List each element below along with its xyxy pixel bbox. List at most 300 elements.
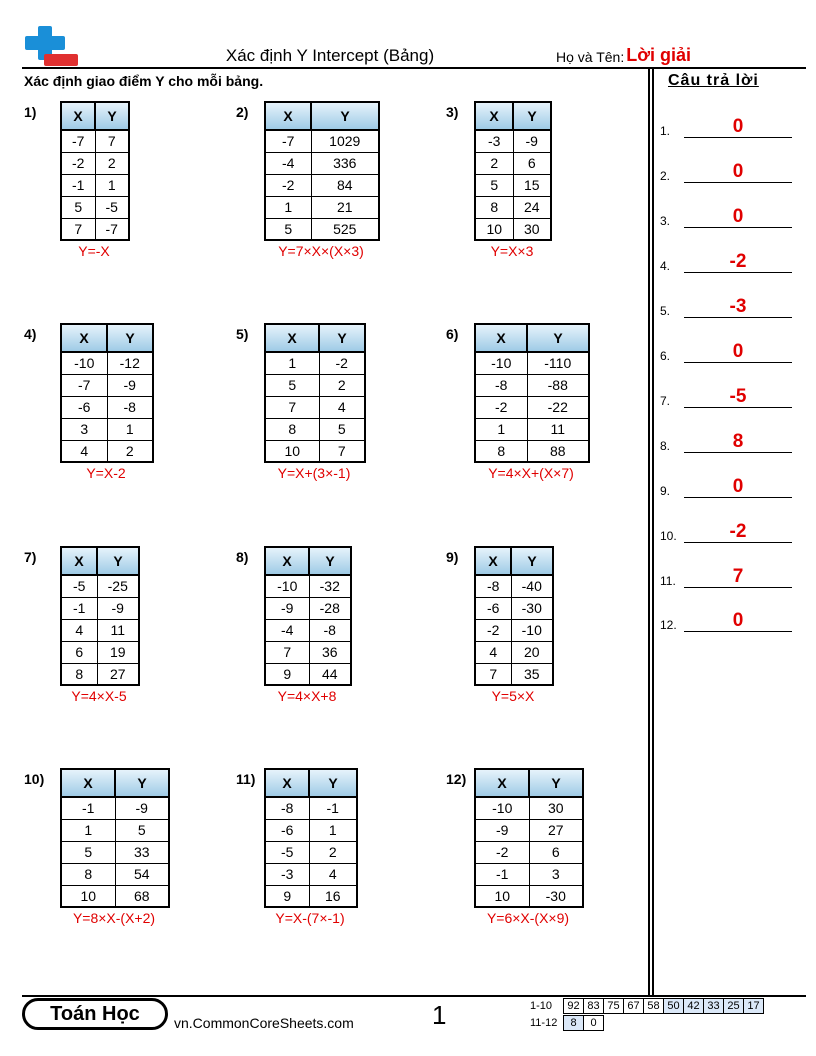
score-cell: 25 bbox=[723, 998, 744, 1014]
table-row bbox=[61, 597, 139, 619]
table-row bbox=[475, 619, 553, 641]
score-cell: 0 bbox=[583, 1015, 604, 1031]
score-cell: 83 bbox=[583, 998, 604, 1014]
y-cell: -40 bbox=[511, 575, 553, 597]
y-cell: 4 bbox=[309, 863, 357, 885]
table-row bbox=[475, 374, 589, 396]
problem-number: 9) bbox=[446, 549, 459, 565]
answer-value: -2 bbox=[729, 251, 747, 272]
column-header: Y bbox=[115, 769, 169, 797]
y-cell: 35 bbox=[511, 663, 553, 685]
answer-row bbox=[660, 116, 792, 140]
answer-number: 3. bbox=[660, 214, 671, 228]
answer-value: 0 bbox=[732, 161, 744, 182]
y-cell: 36 bbox=[309, 641, 351, 663]
column-header: X bbox=[61, 102, 95, 130]
x-cell: 10 bbox=[265, 440, 319, 462]
y-cell: -28 bbox=[309, 597, 351, 619]
table-row bbox=[61, 641, 139, 663]
answer-row bbox=[660, 431, 792, 455]
score-cell: 8 bbox=[563, 1015, 584, 1031]
problem-7 bbox=[24, 549, 158, 709]
answer-number: 1. bbox=[660, 124, 671, 138]
x-cell: -1 bbox=[61, 797, 115, 819]
table-row bbox=[61, 619, 139, 641]
y-cell: -30 bbox=[529, 885, 583, 907]
table-row bbox=[265, 641, 351, 663]
column-header: Y bbox=[95, 102, 129, 130]
score-range-label: 11-12 bbox=[530, 1017, 558, 1029]
formula-answer: Y=6×X-(X×9) bbox=[486, 910, 570, 926]
problem-number: 8) bbox=[236, 549, 249, 565]
table-row bbox=[475, 440, 589, 462]
y-cell: -9 bbox=[115, 797, 169, 819]
problem-number: 2) bbox=[236, 104, 249, 120]
table-row bbox=[475, 863, 583, 885]
y-cell: 24 bbox=[513, 196, 551, 218]
problem-5 bbox=[236, 326, 384, 486]
y-cell: -88 bbox=[527, 374, 589, 396]
x-cell: 7 bbox=[265, 396, 319, 418]
column-header: X bbox=[265, 547, 309, 575]
table-row bbox=[61, 575, 139, 597]
x-cell: -4 bbox=[265, 619, 309, 641]
y-cell: 1 bbox=[95, 174, 129, 196]
y-cell: -25 bbox=[97, 575, 139, 597]
table-row bbox=[61, 663, 139, 685]
answer-row bbox=[660, 296, 792, 320]
answer-value: -3 bbox=[729, 296, 747, 317]
x-cell: -10 bbox=[475, 352, 527, 374]
table-row bbox=[61, 352, 153, 374]
x-cell: -8 bbox=[265, 797, 309, 819]
table-row bbox=[475, 396, 589, 418]
y-cell: 30 bbox=[513, 218, 551, 240]
answer-column-divider bbox=[648, 68, 650, 996]
y-cell: 11 bbox=[527, 418, 589, 440]
answer-number: 12. bbox=[660, 618, 677, 632]
problem-8 bbox=[236, 549, 370, 709]
formula-answer: Y=4×X+8 bbox=[277, 688, 337, 704]
x-cell: 8 bbox=[61, 663, 97, 685]
header-divider bbox=[22, 67, 806, 69]
table-row bbox=[61, 440, 153, 462]
table-row bbox=[475, 418, 589, 440]
x-cell: 2 bbox=[475, 152, 513, 174]
table-row bbox=[475, 130, 551, 152]
table-row bbox=[265, 130, 379, 152]
problem-number: 11) bbox=[236, 771, 256, 787]
problem-number: 7) bbox=[24, 549, 37, 565]
answer-number: 2. bbox=[660, 169, 671, 183]
x-cell: -3 bbox=[475, 130, 513, 152]
problem-11 bbox=[236, 771, 376, 931]
footer-divider bbox=[22, 995, 806, 997]
xy-table bbox=[264, 546, 352, 686]
table-row bbox=[61, 196, 129, 218]
table-row bbox=[61, 819, 169, 841]
x-cell: -9 bbox=[265, 597, 309, 619]
x-cell: -1 bbox=[475, 863, 529, 885]
x-cell: -6 bbox=[475, 597, 511, 619]
y-cell: -9 bbox=[513, 130, 551, 152]
table-row bbox=[265, 841, 357, 863]
y-cell: 4 bbox=[319, 396, 365, 418]
x-cell: -5 bbox=[265, 841, 309, 863]
table-row bbox=[265, 863, 357, 885]
column-header: X bbox=[475, 547, 511, 575]
y-cell: 33 bbox=[115, 841, 169, 863]
y-cell: 1 bbox=[309, 819, 357, 841]
y-cell: 1 bbox=[107, 418, 153, 440]
x-cell: 1 bbox=[265, 196, 311, 218]
y-cell: 27 bbox=[97, 663, 139, 685]
y-cell: 525 bbox=[311, 218, 379, 240]
y-cell: 20 bbox=[511, 641, 553, 663]
x-cell: -10 bbox=[61, 352, 107, 374]
column-header: X bbox=[61, 547, 97, 575]
name-answer: Lời giải bbox=[626, 45, 692, 65]
column-header: X bbox=[265, 324, 319, 352]
answer-value: 0 bbox=[732, 610, 744, 631]
answer-number: 8. bbox=[660, 439, 671, 453]
answer-number: 4. bbox=[660, 259, 671, 273]
x-cell: 5 bbox=[265, 374, 319, 396]
x-cell: 4 bbox=[61, 619, 97, 641]
page-title: Xác định Y Intercept (Bảng) bbox=[225, 46, 435, 65]
answer-value: 7 bbox=[732, 566, 744, 587]
column-header: Y bbox=[527, 324, 589, 352]
table-row bbox=[61, 797, 169, 819]
table-row bbox=[265, 885, 357, 907]
y-cell: 5 bbox=[319, 418, 365, 440]
score-row bbox=[530, 998, 764, 1014]
score-cell: 75 bbox=[603, 998, 624, 1014]
y-cell: -2 bbox=[319, 352, 365, 374]
score-cell: 58 bbox=[643, 998, 664, 1014]
score-cell: 33 bbox=[703, 998, 724, 1014]
table-row bbox=[61, 218, 129, 240]
x-cell: 5 bbox=[61, 841, 115, 863]
x-cell: -3 bbox=[265, 863, 309, 885]
answer-number: 11. bbox=[660, 574, 676, 588]
problem-number: 12) bbox=[446, 771, 467, 787]
x-cell: -8 bbox=[475, 575, 511, 597]
formula-answer: Y=X×3 bbox=[490, 243, 534, 259]
y-cell: 68 bbox=[115, 885, 169, 907]
score-cell: 92 bbox=[563, 998, 584, 1014]
score-cell: 17 bbox=[743, 998, 764, 1014]
y-cell: 21 bbox=[311, 196, 379, 218]
y-cell: -5 bbox=[95, 196, 129, 218]
answer-column-divider-inner bbox=[652, 68, 654, 996]
y-cell: 2 bbox=[95, 152, 129, 174]
table-row bbox=[61, 152, 129, 174]
answers-title: Câu trả lời bbox=[668, 72, 759, 89]
score-range-label: 1-10 bbox=[530, 1000, 553, 1012]
x-cell: 5 bbox=[265, 218, 311, 240]
y-cell: -32 bbox=[309, 575, 351, 597]
name-label: Họ và Tên: bbox=[556, 49, 625, 65]
problem-number: 5) bbox=[236, 326, 249, 342]
x-cell: 1 bbox=[265, 352, 319, 374]
table-row bbox=[61, 885, 169, 907]
y-cell: 11 bbox=[97, 619, 139, 641]
xy-table bbox=[474, 101, 552, 241]
table-row bbox=[475, 819, 583, 841]
y-cell: -9 bbox=[97, 597, 139, 619]
table-row bbox=[265, 597, 351, 619]
x-cell: -9 bbox=[475, 819, 529, 841]
table-row bbox=[475, 352, 589, 374]
y-cell: 6 bbox=[529, 841, 583, 863]
answer-number: 5. bbox=[660, 304, 671, 318]
table-row bbox=[265, 218, 379, 240]
table-row bbox=[61, 396, 153, 418]
answer-value: -2 bbox=[729, 521, 747, 542]
score-cell: 67 bbox=[623, 998, 644, 1014]
column-header: Y bbox=[97, 547, 139, 575]
x-cell: -8 bbox=[475, 374, 527, 396]
y-cell: -10 bbox=[511, 619, 553, 641]
x-cell: 8 bbox=[61, 863, 115, 885]
y-cell: 1029 bbox=[311, 130, 379, 152]
x-cell: 5 bbox=[475, 174, 513, 196]
xy-table bbox=[60, 768, 170, 908]
column-header: X bbox=[61, 769, 115, 797]
xy-table bbox=[474, 768, 584, 908]
formula-answer: Y=X+(3×-1) bbox=[277, 465, 351, 481]
table-row bbox=[61, 841, 169, 863]
table-row bbox=[475, 663, 553, 685]
problem-number: 6) bbox=[446, 326, 459, 342]
problem-number: 4) bbox=[24, 326, 37, 342]
answer-value: 0 bbox=[732, 341, 744, 362]
x-cell: -2 bbox=[475, 396, 527, 418]
name-field bbox=[556, 46, 691, 67]
problem-3 bbox=[446, 104, 570, 264]
x-cell: -1 bbox=[61, 174, 95, 196]
xy-table bbox=[60, 546, 140, 686]
xy-table bbox=[474, 323, 590, 463]
xy-table bbox=[60, 323, 154, 463]
x-cell: -2 bbox=[61, 152, 95, 174]
score-cell: 50 bbox=[663, 998, 684, 1014]
answer-number: 7. bbox=[660, 394, 671, 408]
column-header: X bbox=[265, 769, 309, 797]
problem-2 bbox=[236, 104, 398, 264]
column-header: Y bbox=[309, 769, 357, 797]
y-cell: 2 bbox=[319, 374, 365, 396]
x-cell: 9 bbox=[265, 663, 309, 685]
column-header: X bbox=[475, 769, 529, 797]
xy-table bbox=[264, 101, 380, 241]
table-row bbox=[61, 374, 153, 396]
table-row bbox=[265, 352, 365, 374]
x-cell: -10 bbox=[265, 575, 309, 597]
column-header: X bbox=[475, 102, 513, 130]
problem-1 bbox=[24, 104, 148, 264]
answer-number: 10. bbox=[660, 529, 677, 543]
y-cell: 336 bbox=[311, 152, 379, 174]
y-cell: 7 bbox=[319, 440, 365, 462]
x-cell: 4 bbox=[61, 440, 107, 462]
answer-value: 8 bbox=[732, 431, 744, 452]
y-cell: 2 bbox=[309, 841, 357, 863]
answer-row bbox=[660, 566, 792, 590]
y-cell: -22 bbox=[527, 396, 589, 418]
formula-answer: Y=4×X-5 bbox=[71, 688, 127, 704]
y-cell: 5 bbox=[115, 819, 169, 841]
answer-row bbox=[660, 161, 792, 185]
table-row bbox=[475, 885, 583, 907]
column-header: Y bbox=[311, 102, 379, 130]
table-row bbox=[61, 174, 129, 196]
table-row bbox=[265, 374, 365, 396]
answer-row bbox=[660, 341, 792, 365]
y-cell: 84 bbox=[311, 174, 379, 196]
table-row bbox=[475, 841, 583, 863]
table-row bbox=[265, 418, 365, 440]
x-cell: 10 bbox=[475, 885, 529, 907]
column-header: Y bbox=[319, 324, 365, 352]
x-cell: 8 bbox=[475, 440, 527, 462]
y-cell: -9 bbox=[107, 374, 153, 396]
x-cell: 7 bbox=[475, 663, 511, 685]
y-cell: 7 bbox=[95, 130, 129, 152]
y-cell: 44 bbox=[309, 663, 351, 685]
table-row bbox=[475, 575, 553, 597]
y-cell: 27 bbox=[529, 819, 583, 841]
y-cell: 16 bbox=[309, 885, 357, 907]
x-cell: 8 bbox=[265, 418, 319, 440]
y-cell: -1 bbox=[309, 797, 357, 819]
column-header: X bbox=[265, 102, 311, 130]
column-header: Y bbox=[529, 769, 583, 797]
xy-table bbox=[60, 101, 130, 241]
answer-row bbox=[660, 521, 792, 545]
table-row bbox=[475, 797, 583, 819]
y-cell: 54 bbox=[115, 863, 169, 885]
answer-value: -5 bbox=[729, 386, 747, 407]
y-cell: 6 bbox=[513, 152, 551, 174]
table-row bbox=[475, 196, 551, 218]
y-cell: -30 bbox=[511, 597, 553, 619]
y-cell: 3 bbox=[529, 863, 583, 885]
table-row bbox=[265, 440, 365, 462]
column-header: Y bbox=[511, 547, 553, 575]
problem-number: 3) bbox=[446, 104, 459, 120]
table-row bbox=[265, 575, 351, 597]
x-cell: 7 bbox=[265, 641, 309, 663]
page-number: 1 bbox=[432, 1000, 447, 1030]
answer-row bbox=[660, 386, 792, 410]
xy-table bbox=[264, 768, 358, 908]
formula-answer: Y=5×X bbox=[491, 688, 535, 704]
table-row bbox=[265, 396, 365, 418]
table-row bbox=[61, 130, 129, 152]
y-cell: -7 bbox=[95, 218, 129, 240]
x-cell: 4 bbox=[475, 641, 511, 663]
score-row bbox=[530, 1015, 764, 1031]
answer-number: 9. bbox=[660, 484, 671, 498]
x-cell: 8 bbox=[475, 196, 513, 218]
problem-number: 10) bbox=[24, 771, 45, 787]
x-cell: -7 bbox=[61, 374, 107, 396]
score-table bbox=[530, 998, 764, 1032]
y-cell: -110 bbox=[527, 352, 589, 374]
y-cell: -12 bbox=[107, 352, 153, 374]
formula-answer: Y=8×X-(X+2) bbox=[72, 910, 156, 926]
column-header: Y bbox=[107, 324, 153, 352]
x-cell: -2 bbox=[265, 174, 311, 196]
y-cell: 30 bbox=[529, 797, 583, 819]
x-cell: -6 bbox=[61, 396, 107, 418]
y-cell: 2 bbox=[107, 440, 153, 462]
table-row bbox=[475, 218, 551, 240]
problem-number: 1) bbox=[24, 104, 37, 120]
column-header: X bbox=[475, 324, 527, 352]
problem-6 bbox=[446, 326, 608, 486]
x-cell: -2 bbox=[475, 619, 511, 641]
x-cell: -7 bbox=[265, 130, 311, 152]
answer-value: 0 bbox=[732, 206, 744, 227]
x-cell: -7 bbox=[61, 130, 95, 152]
answer-value: 0 bbox=[732, 476, 744, 497]
x-cell: 3 bbox=[61, 418, 107, 440]
answer-row bbox=[660, 251, 792, 275]
answer-row bbox=[660, 476, 792, 500]
formula-answer: Y=-X bbox=[78, 243, 110, 259]
x-cell: 9 bbox=[265, 885, 309, 907]
xy-table bbox=[474, 546, 554, 686]
problem-9 bbox=[446, 549, 572, 709]
table-row bbox=[265, 152, 379, 174]
x-cell: -5 bbox=[61, 575, 97, 597]
x-cell: 1 bbox=[475, 418, 527, 440]
y-cell: 88 bbox=[527, 440, 589, 462]
site-url: vn.CommonCoreSheets.com bbox=[174, 1015, 354, 1031]
x-cell: -4 bbox=[265, 152, 311, 174]
table-row bbox=[265, 174, 379, 196]
x-cell: 7 bbox=[61, 218, 95, 240]
xy-table bbox=[264, 323, 366, 463]
y-cell: 19 bbox=[97, 641, 139, 663]
formula-answer: Y=X-(7×-1) bbox=[275, 910, 345, 926]
answer-row bbox=[660, 610, 792, 634]
formula-answer: Y=X-2 bbox=[86, 465, 126, 481]
formula-answer: Y=7×X×(X×3) bbox=[278, 243, 364, 259]
x-cell: 10 bbox=[61, 885, 115, 907]
x-cell: 10 bbox=[475, 218, 513, 240]
table-row bbox=[475, 641, 553, 663]
problem-12 bbox=[446, 771, 602, 931]
x-cell: -10 bbox=[475, 797, 529, 819]
y-cell: 15 bbox=[513, 174, 551, 196]
y-cell: -8 bbox=[309, 619, 351, 641]
x-cell: 1 bbox=[61, 819, 115, 841]
x-cell: -2 bbox=[475, 841, 529, 863]
score-cell: 42 bbox=[683, 998, 704, 1014]
column-header: Y bbox=[513, 102, 551, 130]
x-cell: -1 bbox=[61, 597, 97, 619]
column-header: Y bbox=[309, 547, 351, 575]
x-cell: 5 bbox=[61, 196, 95, 218]
table-row bbox=[265, 619, 351, 641]
problem-10 bbox=[24, 771, 188, 931]
column-header: X bbox=[61, 324, 107, 352]
table-row bbox=[475, 152, 551, 174]
